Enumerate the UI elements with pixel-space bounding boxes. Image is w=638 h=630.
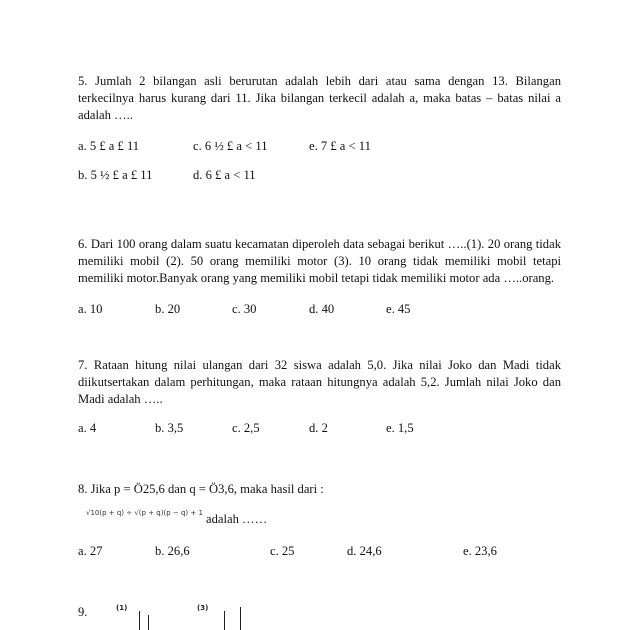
question-9-number: 9.	[78, 605, 88, 619]
q6-option-e: e. 45	[386, 302, 411, 316]
q6-option-d: d. 40	[309, 302, 335, 316]
q6-option-b: b. 20	[155, 302, 181, 316]
q5-option-c: c. 6 ½ £ a < 11	[193, 139, 268, 153]
q5-option-a: a. 5 £ a £ 11	[78, 139, 140, 153]
q9-figure-3-line-right	[240, 607, 241, 630]
question-7-text: 7. Rataan hitung nilai ulangan dari 32 siswa adalah 5,0. Jika nilai Joko dan Madi tidak diikutsertakan dalam perhitungan, maka rataan hitungnya adalah 5,2. Jumlah nilai Joko dan Madi adalah …..	[78, 358, 561, 406]
q7-option-a: a. 4	[78, 421, 97, 435]
q5-option-e: e. 7 £ a < 11	[309, 139, 371, 153]
question-6-text: 6. Dari 100 orang dalam suatu kecamatan diperoleh data sebagai berikut …..(1). 20 orang tidak memiliki mobil (2). 50 orang memiliki motor (3). 10 orang tidak memiliki mobil tetapi memiliki motor.Banyak orang yang memiliki mobil tetapi tidak memiliki motor ada …..orang.	[78, 237, 561, 285]
q9-figure-label-1: (1)	[116, 604, 128, 612]
q8-option-d: d. 24,6	[347, 544, 382, 558]
q7-option-c: c. 2,5	[232, 421, 260, 435]
q6-option-c: c. 30	[232, 302, 257, 316]
q8-formula-suffix: adalah ……	[206, 512, 268, 526]
q8-formula: √10(p + q) ÷ √(p + q)(p − q) + 1	[86, 509, 203, 517]
q7-option-e: e. 1,5	[386, 421, 414, 435]
question-5-text: 5. Jumlah 2 bilangan asli berurutan adalah lebih dari atau sama dengan 13. Bilangan terkecilnya harus kurang dari 11. Jika bilangan terkecil adalah a, maka batas – batas nilai a adalah …..	[78, 74, 561, 122]
q9-figure-1-line-left	[139, 611, 140, 630]
q9-figure-3-line-left	[224, 611, 225, 630]
q8-option-e: e. 23,6	[463, 544, 497, 558]
q7-option-d: d. 2	[309, 421, 328, 435]
q9-figure-label-3: (3)	[197, 604, 209, 612]
q5-option-d: d. 6 £ a < 11	[193, 168, 256, 182]
q6-option-a: a. 10	[78, 302, 103, 316]
question-8-text: 8. Jika p = Ö25,6 dan q = Ö3,6, maka hasil dari :	[78, 482, 324, 496]
q9-figure-1-line-right	[148, 615, 149, 630]
q5-option-b: b. 5 ½ £ a £ 11	[78, 168, 153, 182]
q8-option-b: b. 26,6	[155, 544, 190, 558]
q7-option-b: b. 3,5	[155, 421, 184, 435]
q8-option-a: a. 27	[78, 544, 103, 558]
q8-option-c: c. 25	[270, 544, 295, 558]
